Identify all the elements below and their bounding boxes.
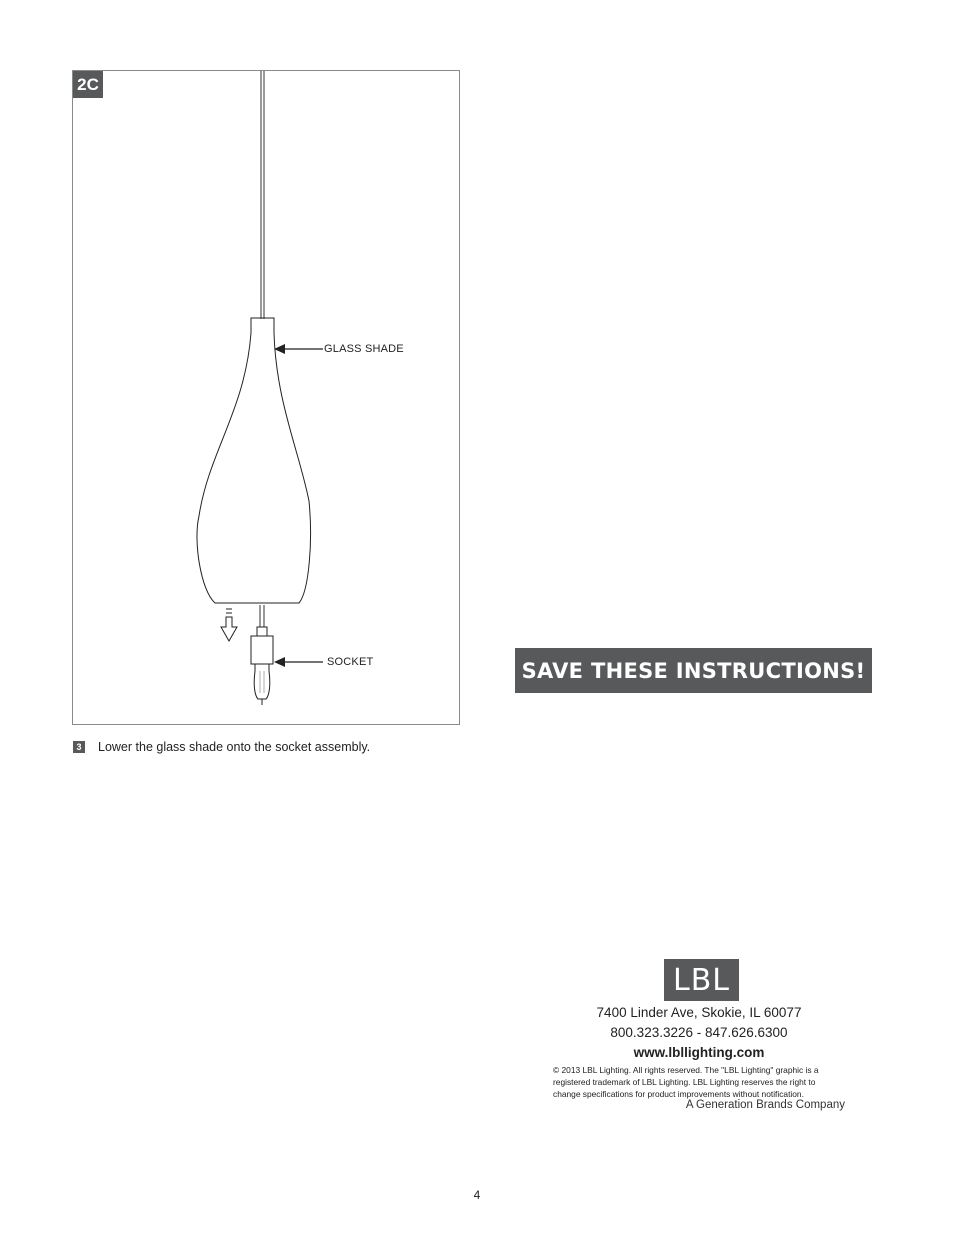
step-badge: 2C (73, 71, 103, 98)
save-instructions-banner: SAVE THESE INSTRUCTIONS! (515, 648, 872, 693)
company-website[interactable]: www.lbllighting.com (633, 1045, 765, 1060)
legal-notice (553, 1064, 853, 1100)
parent-company: A Generation Brands Company (685, 1099, 845, 1111)
socket-label: SOCKET (327, 656, 374, 668)
step-instruction (73, 740, 370, 754)
bulb (254, 664, 270, 699)
installation-figure (72, 70, 460, 725)
legal-line: © 2013 LBL Lighting. All rights reserved. The "LBL Lighting" graphic is a (553, 1065, 819, 1075)
socket-collar (257, 627, 267, 636)
arrow-icon (274, 657, 285, 667)
company-address: 7400 Linder Ave, Skokie, IL 60077 (596, 1005, 802, 1020)
lbl-logo: LBL (664, 959, 739, 1001)
legal-line: registered trademark of LBL Lighting. LBL Lighting reserves the right to (553, 1077, 816, 1087)
down-arrow-icon (221, 609, 237, 641)
page-number: 4 (473, 1188, 481, 1202)
glass-shade-label: GLASS SHADE (324, 343, 404, 355)
glass-shade (197, 318, 311, 603)
socket-body (251, 636, 273, 664)
company-phones: 800.323.3226 - 847.626.6300 (610, 1025, 788, 1040)
step-text: Lower the glass shade onto the socket assembly. (98, 740, 371, 754)
legal-line: change specifications for product improvements without notification. (553, 1089, 804, 1099)
step-number: 3 (73, 741, 85, 753)
pendant-diagram (73, 71, 459, 724)
